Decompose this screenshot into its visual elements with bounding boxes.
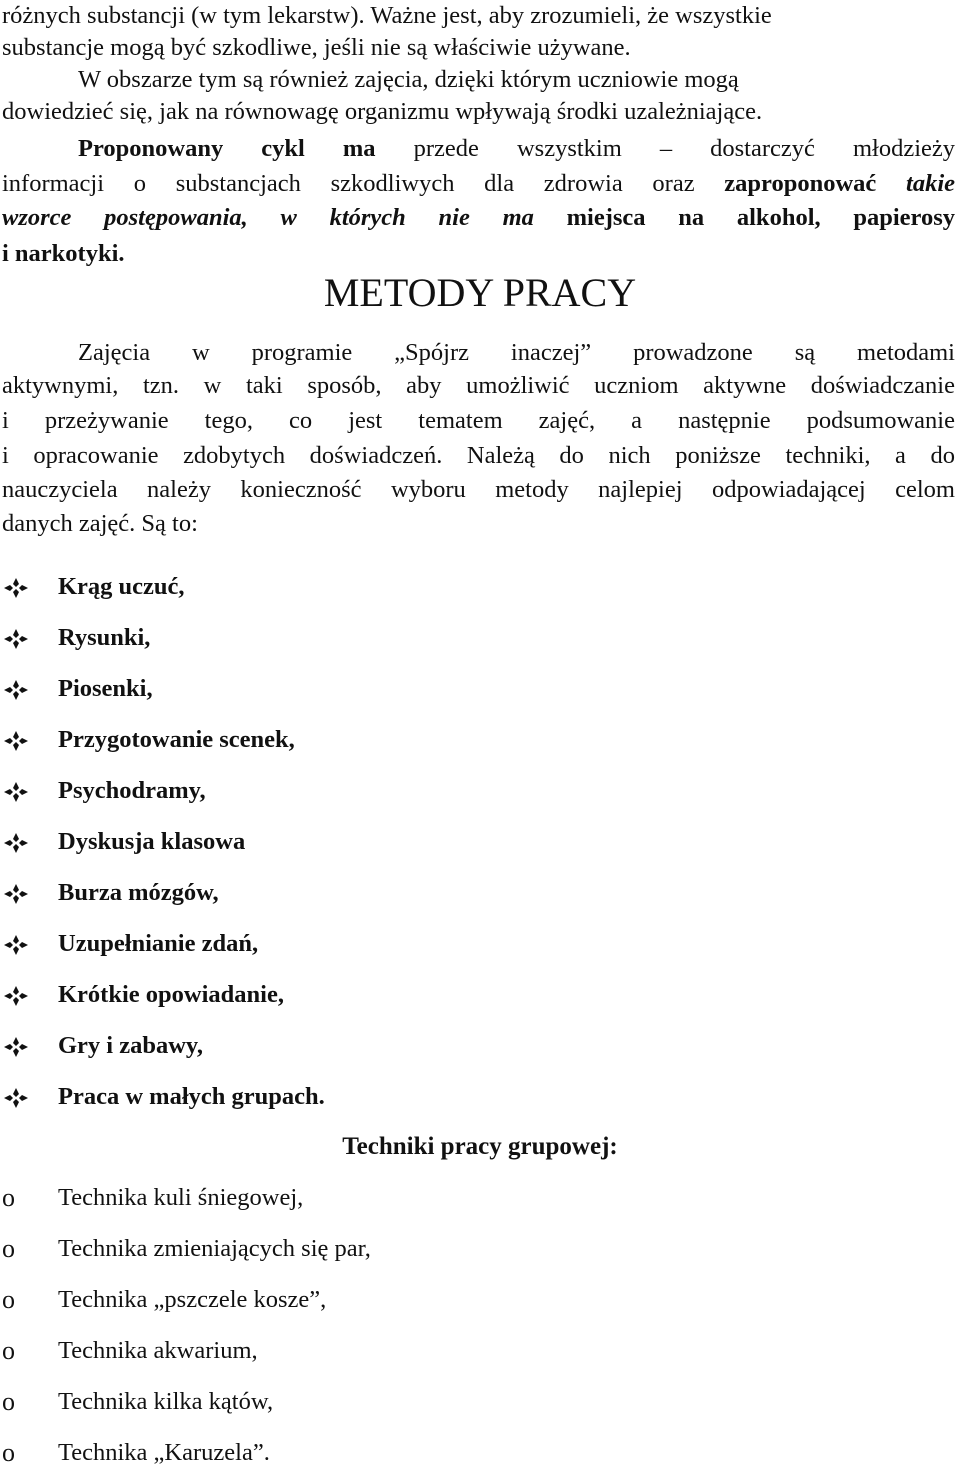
intro-line-4: dowiedzieć się, jak na równowagę organizmu wpływają środki uzależniające. [2,98,763,125]
technique-label: Gry i zabawy, [58,1032,203,1059]
intro-line-2: substancje mogą być szkodliwe, jeśli nie są właściwie używane. [2,34,631,61]
proposal-bold-1: Proponowany cykl ma [78,135,376,162]
four-leaf-diamond-icon [2,877,32,905]
technique-label: Piosenki, [58,675,153,702]
circle-bullet-icon: o [2,1336,15,1365]
four-leaf-diamond-icon [2,622,32,650]
four-leaf-diamond-icon [2,775,32,803]
technique-label: Krąg uczuć, [58,573,185,600]
methods-line-6: danych zajęć. Są to: [2,510,198,537]
technique-label: Przygotowanie scenek, [58,726,295,753]
methods-line-4: i opracowanie zdobytych doświadczeń. Należą do nich poniższe techniki, a do [2,442,955,469]
methods-line-5: nauczyciela należy konieczność wyboru metody najlepiej odpowiadającej celom [2,476,955,503]
technique-label: Krótkie opowiadanie, [58,981,284,1008]
four-leaf-diamond-icon [2,673,32,701]
proposal-text-2: informacji o substancjach szkodliwych dla zdrowia oraz [2,170,695,197]
proposal-line-4: i narkotyki. [2,240,125,267]
technique-label: Dyskusja klasowa [58,828,246,855]
proposal-text-1: przede wszystkim – dostarczyć młodzieży [413,135,955,162]
four-leaf-diamond-icon [2,1030,32,1058]
technique-label: Psychodramy, [58,777,206,804]
technique-label: Burza mózgów, [58,879,219,906]
group-technique-label: Technika akwarium, [58,1337,258,1364]
four-leaf-diamond-icon [2,571,32,599]
proposal-bold-2: zaproponować [724,170,877,197]
four-leaf-diamond-icon [2,928,32,956]
four-leaf-diamond-icon [2,724,32,752]
circle-bullet-icon: o [2,1438,15,1467]
technique-label: Uzupełnianie zdań, [58,930,259,957]
four-leaf-diamond-icon [2,979,32,1007]
intro-line-1: różnych substancji (w tym lekarstw). Ważne jest, aby zrozumieli, że wszystkie [2,2,772,29]
proposal-line-3 [2,202,955,234]
section-title: METODY PRACY [323,270,637,315]
intro-line-3: W obszarze tym są również zajęcia, dzięki którym uczniowie mogą [78,66,739,93]
group-technique-label: Technika „pszczele kosze”, [58,1286,327,1313]
technique-label: Praca w małych grupach. [58,1083,325,1110]
circle-bullet-icon: o [2,1387,15,1416]
proposal-bold-3: miejsca na alkohol, papierosy [566,204,955,231]
circle-bullet-icon: o [2,1285,15,1314]
proposal-line-1 [78,133,955,165]
circle-bullet-icon: o [2,1183,15,1212]
circle-bullet-icon: o [2,1234,15,1263]
methods-line-1: Zajęcia w programie „Spójrz inaczej” prowadzone są metodami [78,339,955,366]
group-technique-label: Technika kilka kątów, [58,1388,274,1415]
proposal-bold-italic-3: wzorce postępowania, w których nie ma [2,204,534,231]
four-leaf-diamond-icon [2,1081,32,1109]
group-technique-label: Technika „Karuzela”. [58,1439,270,1466]
group-technique-label: Technika zmieniających się par, [58,1235,371,1262]
proposal-line-2 [2,168,955,200]
technique-label: Rysunki, [58,624,151,651]
methods-line-3: i przeżywanie tego, co jest tematem zajęć, a następnie podsumowanie [2,407,955,434]
methods-line-2: aktywnymi, tzn. w taki sposób, aby umożliwić uczniom aktywne doświadczanie [2,372,955,399]
four-leaf-diamond-icon [2,826,32,854]
group-techniques-title: Techniki pracy grupowej: [342,1133,618,1160]
proposal-bold-italic-2: takie [906,170,955,197]
group-technique-label: Technika kuli śniegowej, [58,1184,304,1211]
